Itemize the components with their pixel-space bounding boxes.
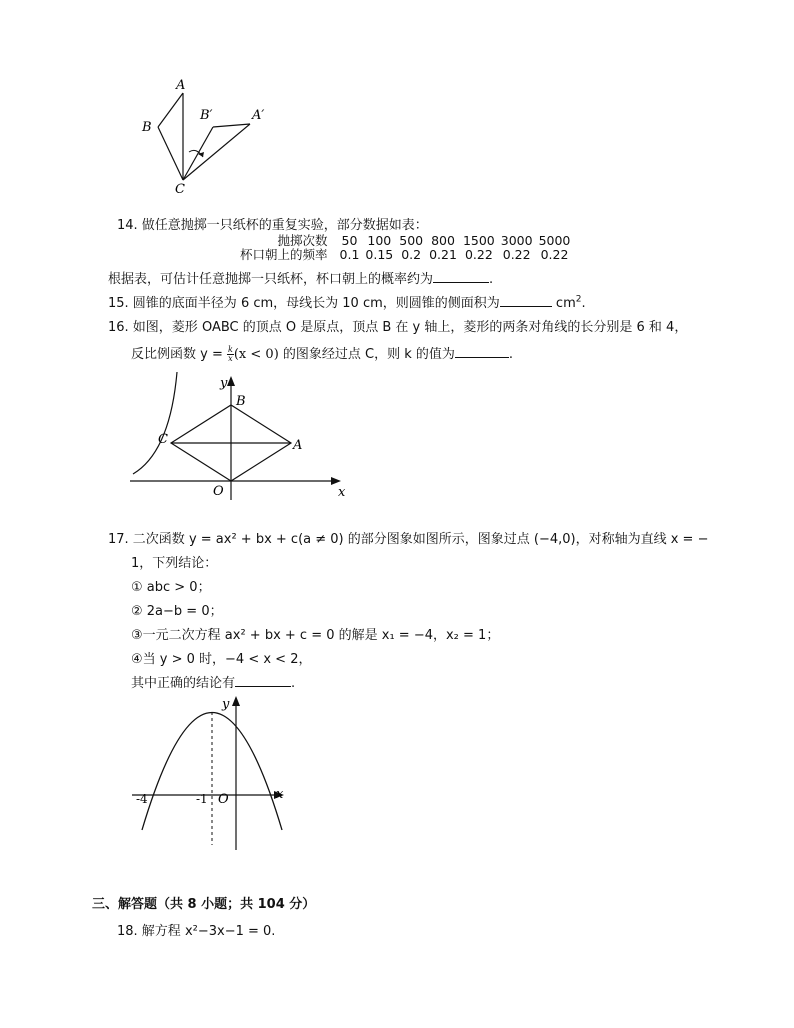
q14-answer-text: 根据表，可估计任意抛掷一只纸杯，杯口朝上的概率约为 xyxy=(108,272,434,287)
tick-label-minus-4: -4 xyxy=(136,792,148,806)
section-header: 三、解答题（共 8 小题；共 104 分） xyxy=(92,897,316,912)
axis-y-label: y xyxy=(222,697,230,712)
q17-conclusion-3: ③一元二次方程 ax² + bx + c = 0 的解是 x₁ = −4，x₂ = 1； xyxy=(131,628,500,643)
q15-unit: cm xyxy=(555,296,576,311)
answer-blank xyxy=(235,686,291,687)
table-header: 杯口朝上的频率 xyxy=(240,247,328,262)
q17-line1: 17. 二次函数 y = ax² + bx + c(a ≠ 0) 的部分图象如图所示，图象过点 (−4,0)，对称轴为直线 x = − xyxy=(108,532,709,547)
table-cell: 0.21 xyxy=(429,247,457,262)
table-cell: 0.22 xyxy=(464,247,493,262)
q16-func-text: 反比例函数 y = xyxy=(131,347,223,362)
q16-question: 的图象经过点 C，则 k 的值为 xyxy=(278,347,455,362)
q17-conclusion-1: ① abc > 0； xyxy=(131,580,211,595)
q18-text: 18. 解方程 x²−3x−1 = 0. xyxy=(117,924,276,939)
q16-line2: 反比例函数 y = $\frac{k}{x}$ (x < 0) 的图象经过点 C，则 k 的值为 . xyxy=(131,345,514,363)
label-B: B xyxy=(142,120,152,135)
tick-label-minus-1: -1 xyxy=(196,792,208,806)
table-cell: 0.22 xyxy=(540,247,569,262)
q15-question: 15. 圆锥的底面半径为 6 cm，母线长为 10 cm，则圆锥的侧面积为 xyxy=(108,296,500,311)
label-A-prime: A′ xyxy=(252,108,265,123)
parabola-figure xyxy=(130,690,290,855)
table-cell: 50 xyxy=(341,233,358,248)
table-cell: 3000 xyxy=(500,233,533,248)
label-O: O xyxy=(213,484,224,499)
axis-y-label: y xyxy=(220,376,228,391)
table-cell: 0.1 xyxy=(339,247,360,262)
table-cell: 100 xyxy=(367,233,392,248)
table-cell: 1500 xyxy=(462,233,495,248)
answer-blank xyxy=(455,357,509,358)
q17-conclusion-2: ② 2a−b = 0； xyxy=(131,604,223,619)
rotation-figure xyxy=(130,75,290,200)
q16-condition: (x < 0) xyxy=(233,347,279,362)
axis-x-label: x xyxy=(338,485,346,500)
label-B-prime: B′ xyxy=(200,108,213,123)
axis-x-label: x xyxy=(276,787,284,802)
fraction-k-over-x: $\frac{k}{x}$ xyxy=(228,345,233,363)
table-cell: 0.2 xyxy=(401,247,422,262)
label-A: A xyxy=(293,438,303,453)
table-cell: 0.22 xyxy=(502,247,531,262)
label-A: A xyxy=(176,78,186,93)
answer-blank xyxy=(433,282,489,283)
q15-text: 15. 圆锥的底面半径为 6 cm，母线长为 10 cm，则圆锥的侧面积为 $cm^2$. xyxy=(108,294,586,311)
label-C: C xyxy=(158,432,168,447)
q14-text: 14. 做任意抛掷一只纸杯的重复实验，部分数据如表： xyxy=(117,218,428,233)
label-C: C xyxy=(175,182,185,197)
q17-question-text: 其中正确的结论有 xyxy=(131,676,236,691)
answer-blank xyxy=(500,306,552,307)
q17-conclusion-4: ④当 y > 0 时，−4 < x < 2， xyxy=(131,652,312,667)
q14-answer-line: 根据表，可估计任意抛掷一只纸杯，杯口朝上的概率约为 . xyxy=(108,272,494,287)
q17-question: 其中正确的结论有 . xyxy=(131,676,296,691)
q16-line1: 16. 如图，菱形 OABC 的顶点 O 是原点，顶点 B 在 y 轴上，菱形的两条对角线的长分别是 6 和 4， xyxy=(108,320,688,335)
table-cell: 500 xyxy=(399,233,424,248)
table-cell: 0.15 xyxy=(365,247,394,262)
table-cell: 800 xyxy=(431,233,455,248)
label-O: O xyxy=(218,792,229,807)
q17-line2: 1，下列结论： xyxy=(131,556,218,571)
frequency-table xyxy=(240,234,576,262)
label-B: B xyxy=(236,394,246,409)
table-header: 抛掷次数 xyxy=(277,233,328,248)
rhombus-figure xyxy=(125,370,355,505)
table-cell: 5000 xyxy=(538,233,571,248)
